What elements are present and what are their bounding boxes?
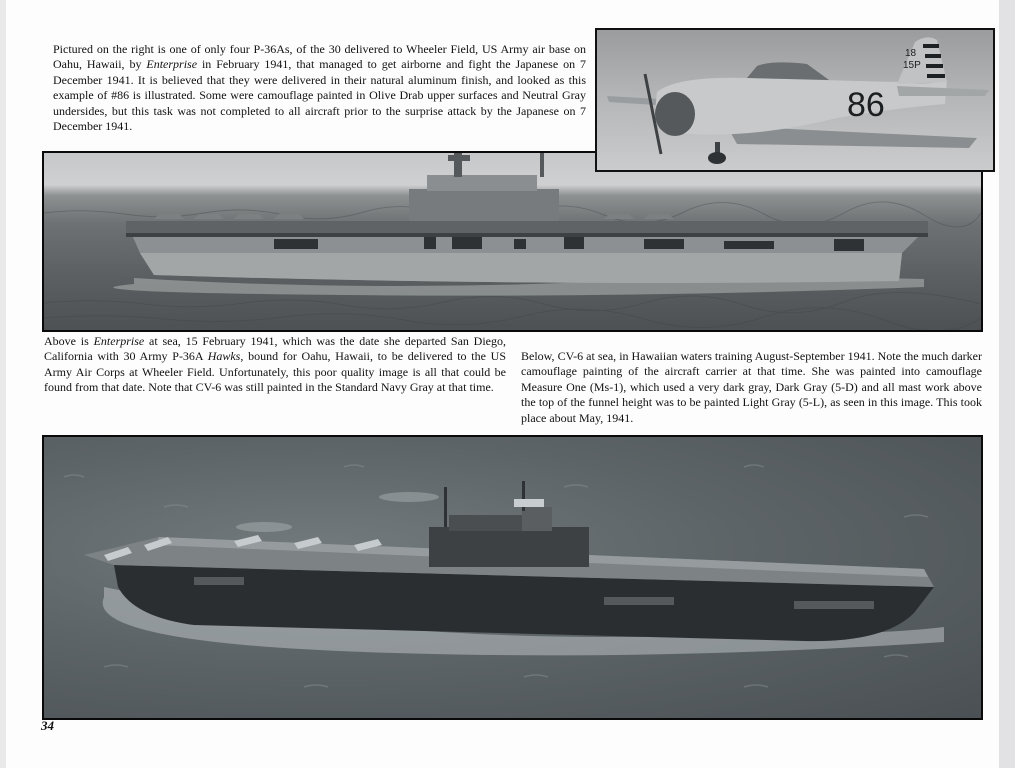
ship-name: Enterprise <box>146 57 198 72</box>
carrier-camouflage-image <box>44 437 981 718</box>
plane-number: 86 <box>847 86 885 124</box>
photo-p36a-hawk <box>595 28 995 172</box>
photo-enterprise-feb-1941 <box>42 151 983 332</box>
caption-text: in February 1941, that managed to get airborne and fight the Japanese on 7 December 1941. It is believed that they were delivered in their natural aluminum finish, and looked as this example of #86 is illustrated. Some were camouflage painted in Olive Drab upper surfaces and Neutral Gray undersides, but this task was not completed to all aircraft prior to the surprise attack by the Japanese on 7 December 1941. <box>53 57 586 134</box>
caption-text: at sea, 15 February 1941, which was the date she departed San Diego, California with 30 Army P-36A <box>44 334 506 364</box>
caption-cv6-camouflage: Below, CV-6 at sea, in Hawaiian waters training August-September 1941. Note the much darker camouflage painting of the aircraft carrier at that time. She was painted into camouflage Measure One (Ms-1), which used a very dark gray, Dark Gray (5-D) and all mast work above the top of the funnel height was to be painted Light Gray (5-L), as seen in this image. This took place about May, 1941. <box>521 349 982 425</box>
tail-number-lower: 15P <box>903 60 921 71</box>
caption-text: Above is <box>44 334 94 348</box>
tail-number-upper: 18 <box>905 48 917 59</box>
caption-text: , bound for Oahu, Hawaii, to be delivered to the US Army Air Corps at Wheeler Field. Unfortunately, this poor quality image is all that could be found from that date. Note that CV-6 was still painted in the Standard Navy Gray at that time. <box>44 349 506 395</box>
caption-enterprise-feb-1941 <box>44 334 506 396</box>
carrier-gray-image <box>44 153 981 330</box>
aircraft-name: Hawks <box>207 349 241 364</box>
ship-name: Enterprise <box>93 334 145 348</box>
caption-p36a <box>53 42 586 134</box>
caption-text: Pictured on the right is one of only four P-36As, of the 30 delivered to Wheeler Field, US Army air base on Oahu, Hawaii, by <box>53 42 586 72</box>
photo-cv6-hawaii-1941 <box>42 435 983 720</box>
page-number: 34 <box>41 718 54 733</box>
p36a-aircraft-image <box>597 30 993 170</box>
